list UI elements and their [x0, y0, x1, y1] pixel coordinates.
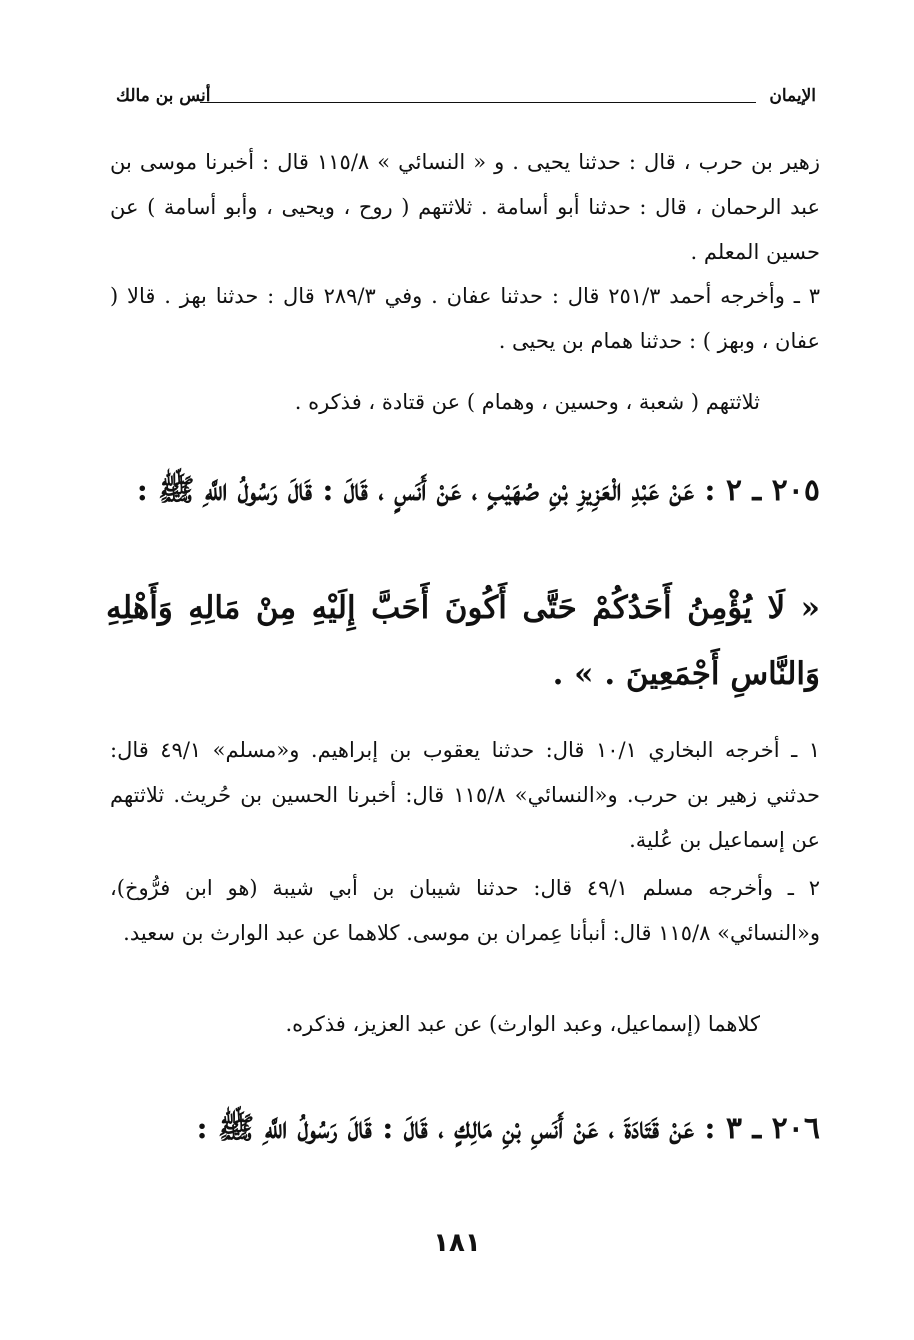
footnote-summary: ثلاثتهم ( شعبة ، وحسين ، وهمام ) عن قتادة ، فذكره .	[294, 390, 760, 414]
chapter-title: الإيمان	[769, 86, 816, 106]
footnote-summary-2: كلاهما (إسماعيل، وعبد الوارث) عن عبد العزيز، فذكره.	[285, 1012, 760, 1036]
hadith-205-matn: « لَا يُؤْمِنُ أَحَدُكُمْ حَتَّى أَكُونَ أَحَبَّ إِلَيْهِ مِنْ مَالِهِ وَأَهْلِهِ وَالنَّاسِ أَجْمَعِينَ . » .	[106, 590, 820, 692]
header-rule	[200, 102, 756, 103]
footnote-2: ٢ ـ وأخرجه مسلم ٤٩/١ قال: حدثنا شيبان بن أبي شيبة (هو ابن فرُّوخ)، و«النسائي» ١١٥/٨ قال: أنبأنا عِمران بن موسى. كلاهما عن عبد الوارث بن سعيد.	[110, 876, 820, 945]
section-title: أنس بن مالك	[116, 86, 211, 106]
page-number: ١٨١	[433, 1228, 481, 1258]
running-header	[116, 86, 816, 114]
footnote-1: ١ ـ أخرجه البخاري ١٠/١ قال: حدثنا يعقوب بن إبراهيم. و«مسلم» ٤٩/١ قال: حدثني زهير بن حرب. و«النسائي» ١١٥/٨ قال: أخبرنا الحسين بن حُريث. ثلاثتهم عن إسماعيل بن عُلية.	[110, 738, 821, 852]
hadith-205-isnad: ٢٠٥ ـ ٢ : عَنْ عَبْدِ الْعَزِيزِ بْنِ صُهَيْبٍ ، عَنْ أَنَسٍ ، قَالَ : قَالَ رَسُولُ اللَّهِ ﷺ :	[136, 473, 820, 508]
footnote-3: ٣ ـ وأخرجه أحمد ٢٥١/٣ قال : حدثنا عفان . وفي ٢٨٩/٣ قال : حدثنا بهز . قالا ( عفان ، وبهز ) : حدثنا همام بن يحيى .	[110, 284, 820, 353]
footnote-continuation: زهير بن حرب ، قال : حدثنا يحيى . و « النسائي » ١١٥/٨ قال : أخبرنا موسى بن عبد الرحمان ، قال : حدثنا أبو أسامة . ثلاثتهم ( روح ، ويحيى ، وأبو أسامة ) عن حسين المعلم .	[110, 150, 820, 264]
hadith-206-isnad: ٢٠٦ ـ ٣ : عَنْ قَتَادَةَ ، عَنْ أَنَسِ بْنِ مَالِكٍ ، قَالَ : قَالَ رَسُولُ اللَّهِ ﷺ :	[196, 1111, 820, 1146]
